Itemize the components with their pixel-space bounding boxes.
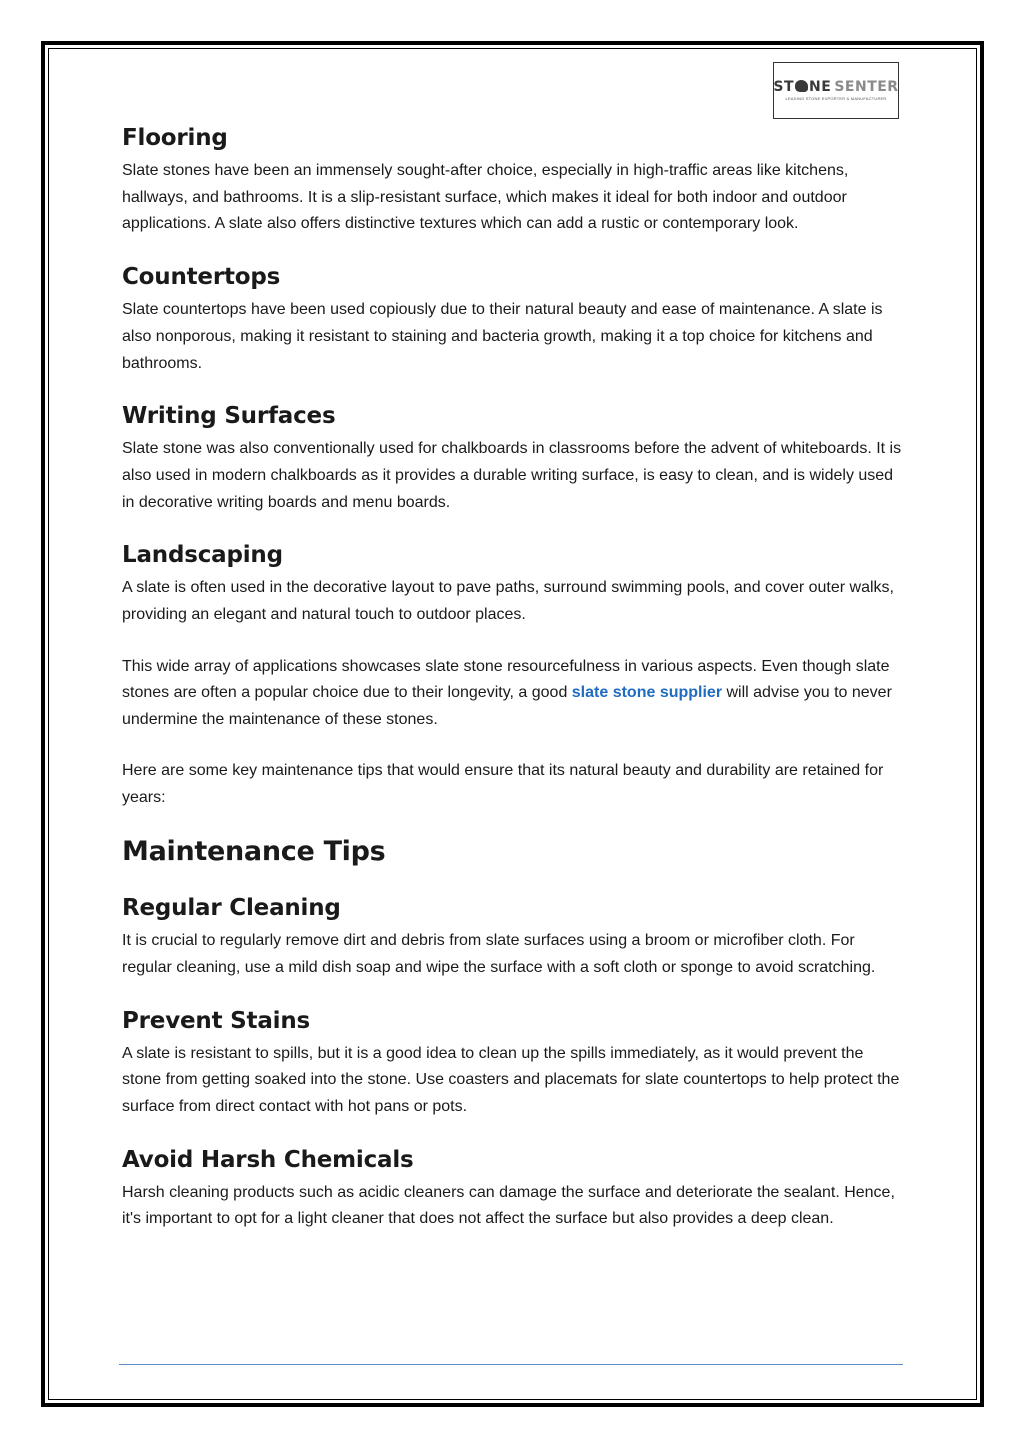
stone-senter-logo: [773, 62, 899, 119]
logo-text-senter: SENTER: [834, 79, 899, 95]
paragraph-tips-intro: Here are some key maintenance tips that would ensure that its natural beauty and durability are retained for years:: [122, 761, 884, 806]
stone-icon: [795, 80, 808, 92]
tip-prevent-stains: [122, 1007, 906, 1121]
section-body: Slate countertops have been used copiously due to their natural beauty and ease of maintenance. A slate is also nonporous, making it resistant to staining and bacteria growth, making it a top choice for kitchens and bathrooms.: [122, 301, 883, 372]
logo-text-ne: NE: [809, 79, 832, 95]
tip-body: It is crucial to regularly remove dirt and debris from slate surfaces using a broom or microfiber cloth. For regular cleaning, use a mild dish soap and wipe the surface with a soft cloth or sponge to avoid scratching.: [122, 932, 876, 976]
tip-heading: Regular Cleaning: [122, 895, 341, 922]
maintenance-title: Maintenance Tips: [122, 836, 386, 868]
section-heading: Writing Surfaces: [122, 403, 336, 430]
section-flooring: [122, 124, 906, 238]
tip-body: A slate is resistant to spills, but it is a good idea to clean up the spills immediately, as it would prevent the stone from getting soaked into the stone. Use coasters and placemats for slate countertops to help protect the surface from direct contact with hot pans or pots.: [122, 1044, 900, 1116]
logo-tagline: LEADING STONE EXPORTER & MANUFACTURER: [785, 96, 887, 101]
paragraph-text: This wide array of applications showcases slate stone resourcefulness in various aspects. Even though slate stones are often a popular choice due to their longevity, a good: [122, 657, 890, 702]
footer-divider: [119, 1364, 903, 1365]
paragraph-text: will advise you to never undermine the maintenance of these stones.: [122, 684, 892, 729]
logo-text-st: ST: [773, 79, 795, 95]
logo-wordmark: [773, 80, 898, 94]
slate-stone-supplier-link[interactable]: slate stone supplier: [571, 684, 723, 702]
section-heading: Countertops: [122, 264, 281, 291]
section-writing-surfaces: [122, 402, 906, 516]
document-body: [122, 118, 906, 1258]
tip-heading: Avoid Harsh Chemicals: [122, 1146, 414, 1173]
section-body: Slate stone was also conventionally used for chalkboards in classrooms before the advent of whiteboards. It is also used in modern chalkboards as it provides a durable writing surface, is easy to clean, and is widely used in decorative writing boards and menu boards.: [122, 440, 902, 511]
tip-avoid-harsh-chemicals: [122, 1146, 906, 1233]
section-landscaping: [122, 541, 906, 628]
section-body: Slate stones have been an immensely sought-after choice, especially in high-traffic areas like kitchens, hallways, and bathrooms. It is a slip-resistant surface, which makes it ideal for both indoor and outdoor applications. A slate also offers distinctive textures which can add a rustic or contemporary look.: [122, 162, 849, 233]
paragraph-supplier: [122, 654, 906, 734]
tip-regular-cleaning: [122, 894, 906, 981]
section-countertops: [122, 263, 906, 377]
tip-body: Harsh cleaning products such as acidic cleaners can damage the surface and deteriorate the sealant. Hence, it's important to opt for a light cleaner that does not affect the surface but also provides a deep clean.: [122, 1183, 895, 1228]
section-body: A slate is often used in the decorative layout to pave paths, surround swimming pools, and cover outer walks, providing an elegant and natural touch to outdoor places.: [122, 579, 894, 624]
section-heading: Flooring: [122, 125, 228, 151]
section-heading: Landscaping: [122, 542, 283, 569]
tip-heading: Prevent Stains: [122, 1007, 310, 1034]
